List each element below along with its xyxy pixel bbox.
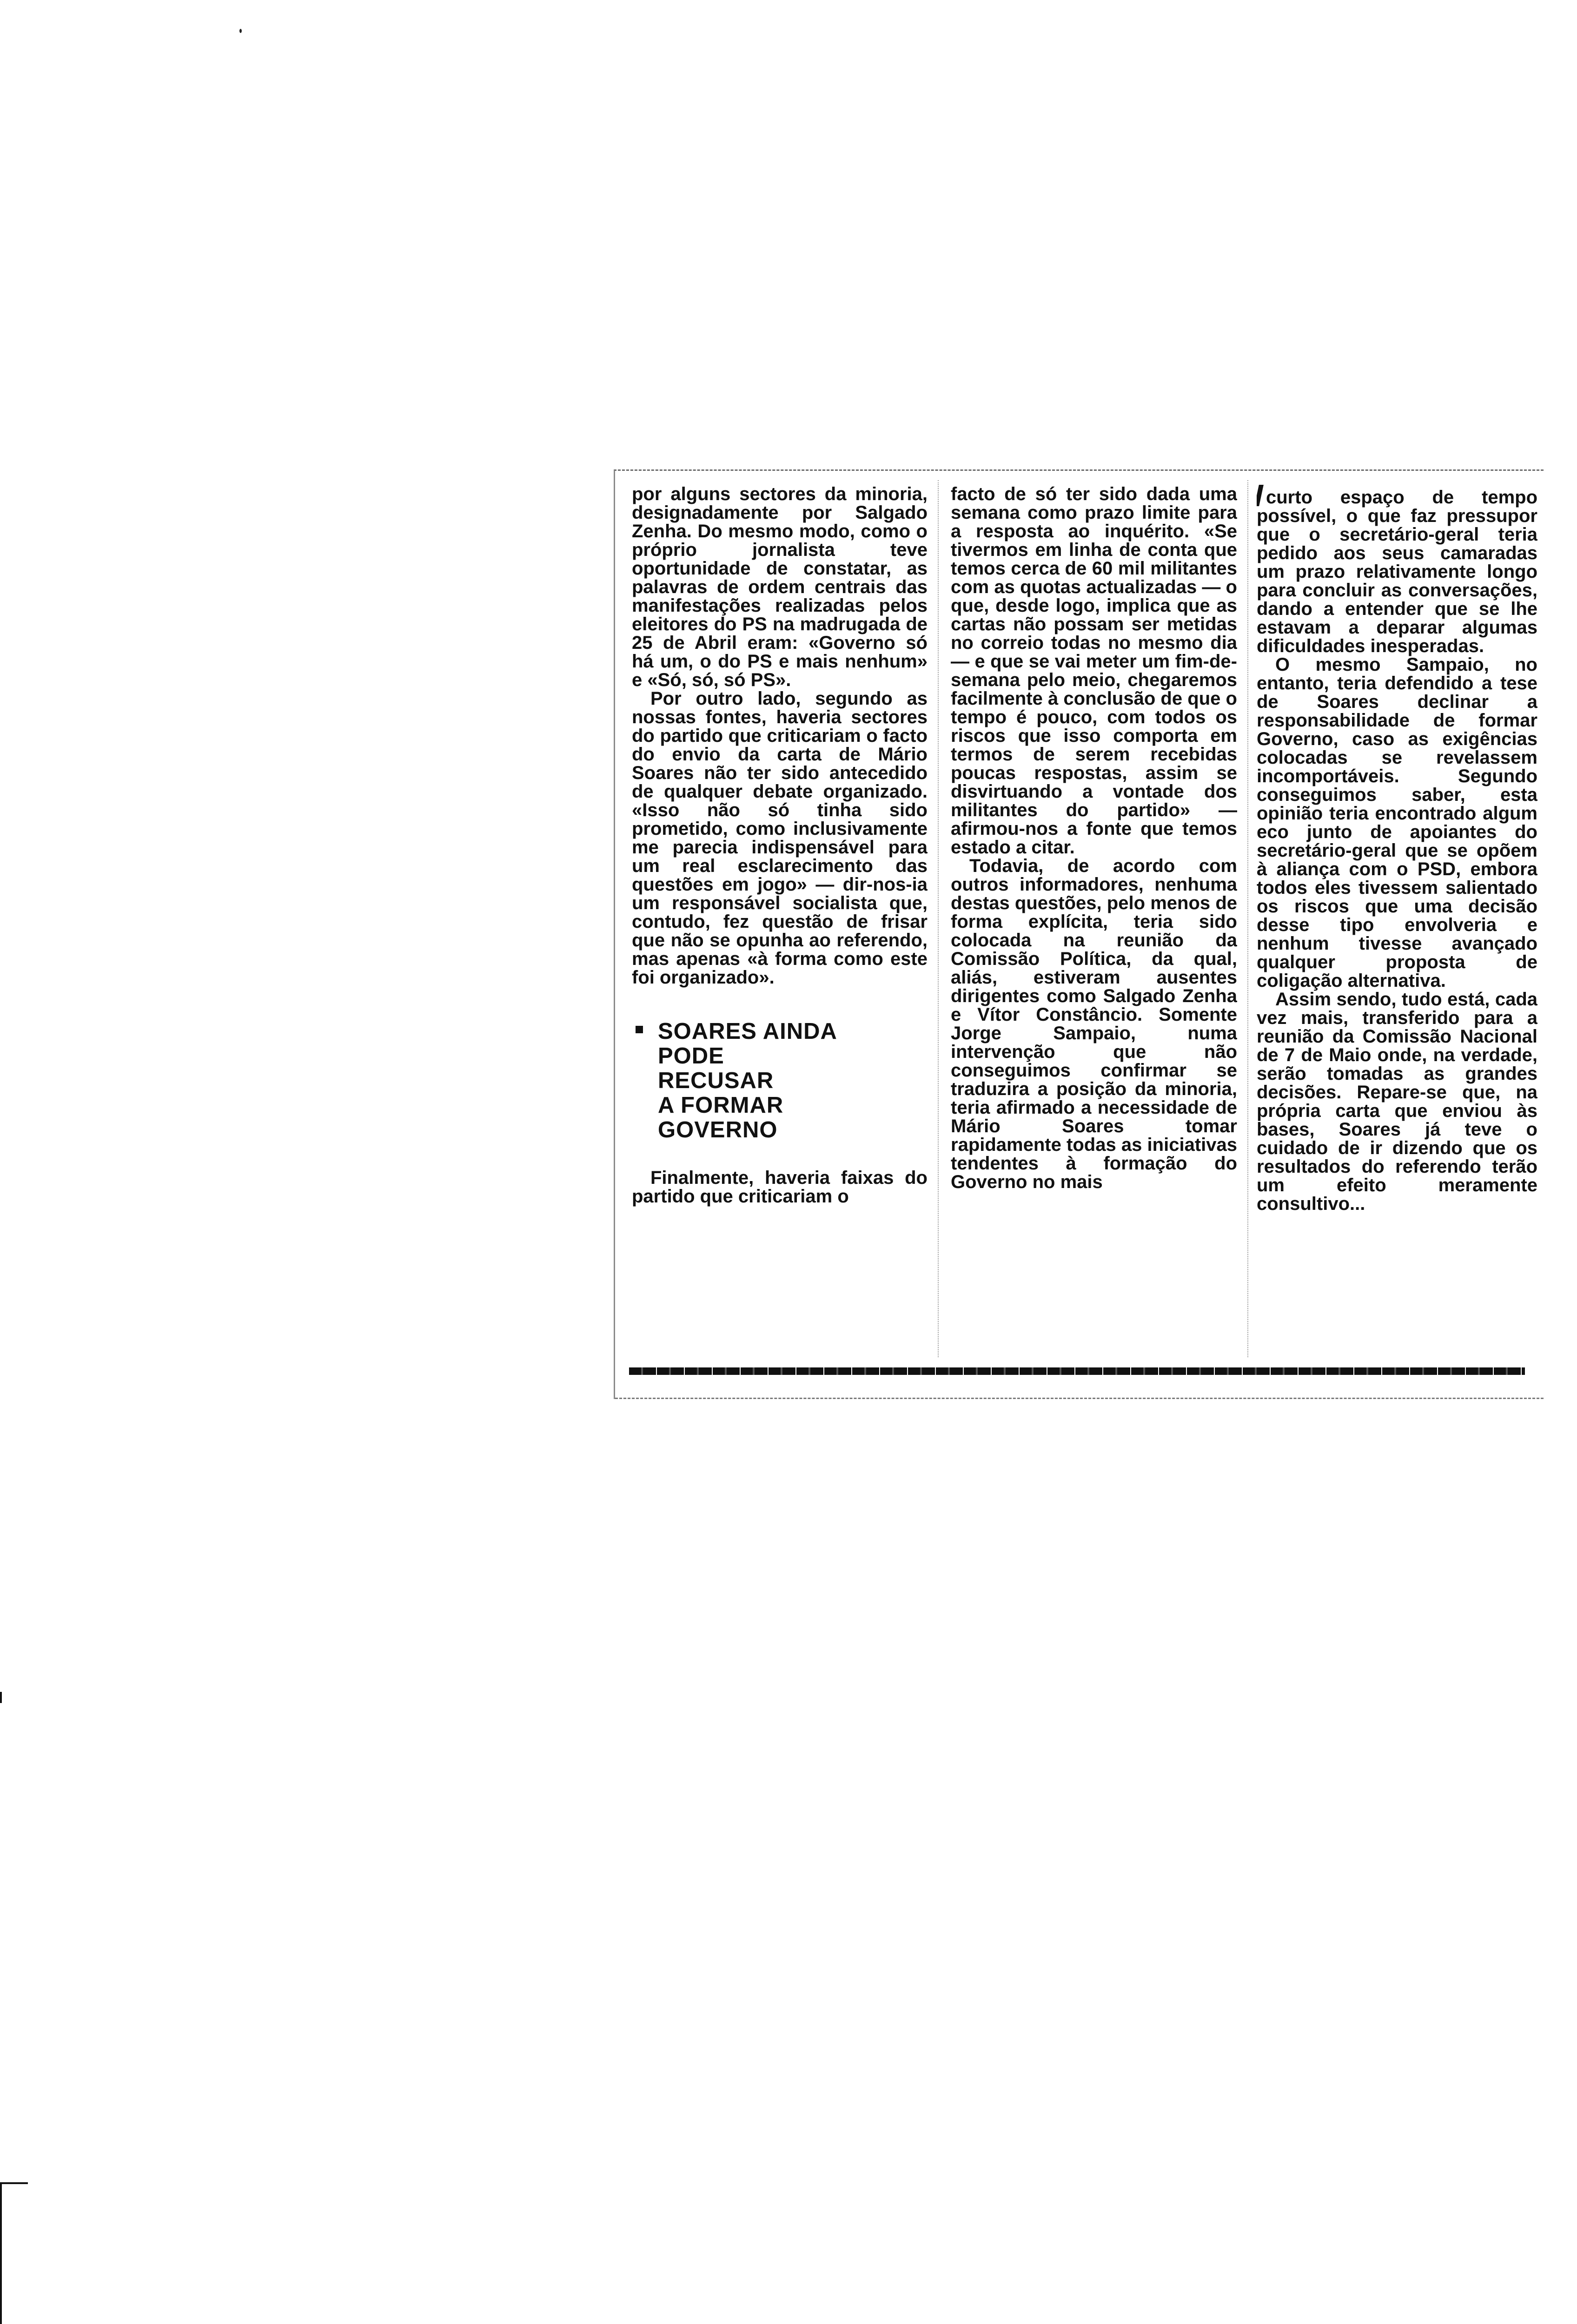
subheading-line: GOVERNO	[658, 1117, 778, 1142]
article-paragraph: facto de só ter sido dada uma semana como prazo limite para a resposta ao inquérito. «Se tivermos em linha de conta que temos cerca de 60 mil militantes com as quotas actualizadas — o que, desde logo, implica que as cartas não possam ser metidas no correio todas no mesmo dia — e que se vai meter um fim-de-semana pelo meio, chegaremos facilmente à conclusão de que o tempo é pouco, com todos os riscos que isso comporta em termos de serem recebidas poucas respostas, assim se disvirtuando a vontade dos militantes do partido» — afirmou-nos a fonte que temos estado a citar.	[951, 485, 1237, 858]
column-rule	[938, 480, 939, 1357]
bottom-rule	[629, 1367, 1525, 1375]
subheading-line: SOARES AINDA	[658, 1019, 837, 1044]
article-paragraph-text: curto espaço de tempo possível, o que faz pressupor que o secretário-geral teria pedido aos seus camaradas um prazo relativamente longo para concluir as conversações, dando a entender que se lhe estavam a deparar algumas dificuldades inesperadas.	[1257, 487, 1537, 656]
article-paragraph: Assim sendo, tudo está, cada vez mais, transferido para a reunião da Comissão Nacional de 7 de Maio onde, na verdade, serão tomadas as grandes decisões. Repare-se que, na própria carta que enviou às bases, Soares já teve o cuidado de ir dizendo que os resultados do referendo terão um efeito meramente consultivo...	[1257, 989, 1537, 1214]
subheading-line: PODE	[658, 1043, 724, 1069]
article-column-3	[1257, 485, 1537, 1357]
subheading-line: RECUSAR	[658, 1068, 774, 1093]
article-paragraph: O mesmo Sampaio, no entanto, teria defendido a tese de Soares declinar a responsabilidade de formar Governo, caso as exigências colocadas se revelassem incomportáveis. Segundo conseguimos saber, esta opinião teria encontrado algum eco junto de apoiantes do secretário-geral que se opõem à aliança com o PSD, embora todos eles tivessem salientado os riscos que uma decisão desse tipo envolveria e nenhum tivesse avançado qualquer proposta de coligação alternativa.	[1257, 654, 1537, 991]
article-paragraph: Finalmente, haveria faixas do partido que criticariam o	[632, 1168, 928, 1207]
scan-edge-mark	[0, 2182, 28, 2184]
opening-quote-mark	[1257, 485, 1264, 506]
subheading-line: A FORMAR	[658, 1093, 784, 1118]
article-column-2	[951, 485, 1237, 1357]
article-paragraph: por alguns sectores da minoria, designadamente por Salgado Zenha. Do mesmo modo, como o próprio jornalista teve oportunidade de constatar, as palavras de ordem centrais das manifestações realizadas pelos eleitores do PS na madrugada de 25 de Abril eram: «Governo só há um, o do PS e mais nenhum» e «Só, só, só PS».	[632, 485, 928, 690]
scan-edge-mark	[0, 2182, 2, 2324]
bullet-square-icon	[636, 1026, 643, 1033]
article-paragraph: Por outro lado, segundo as nossas fontes, haveria sectores do partido que criticariam o facto do envio da carta de Mário Soares não ter sido antecedido de qualquer debate organizado. «Isso não só tinha sido prometido, como inclusivamente me parecia indispensável para um real esclarecimento das questões em jogo» — dir-nos-ia um responsável socialista que, contudo, fez questão de frisar que não se opunha ao referendo, mas apenas «à forma como este foi organizado».	[632, 688, 928, 988]
column-rule	[1247, 480, 1248, 1357]
article-paragraph: Todavia, de acordo com outros informadores, nenhuma destas questões, pelo menos de forma explícita, teria sido colocada na reunião da Comissão Política, da qual, aliás, estiveram ausentes dirigentes como Salgado Zenha e Vítor Constâncio. Somente Jorge Sampaio, numa intervenção que não conseguimos confirmar se traduzira a posição da minoria, teria afirmado a necessidade de Mário Soares tomar rapidamente todas as iniciativas tendentes à formação do Governo no mais	[951, 856, 1237, 1192]
article-column-1	[632, 485, 928, 1357]
scan-speck	[239, 29, 242, 33]
clipping-bottom-edge	[615, 1398, 1544, 1399]
scan-edge-mark	[0, 1692, 2, 1703]
section-subheading	[632, 1019, 928, 1142]
article-paragraph	[1257, 485, 1537, 655]
newspaper-clipping	[614, 469, 1544, 1399]
